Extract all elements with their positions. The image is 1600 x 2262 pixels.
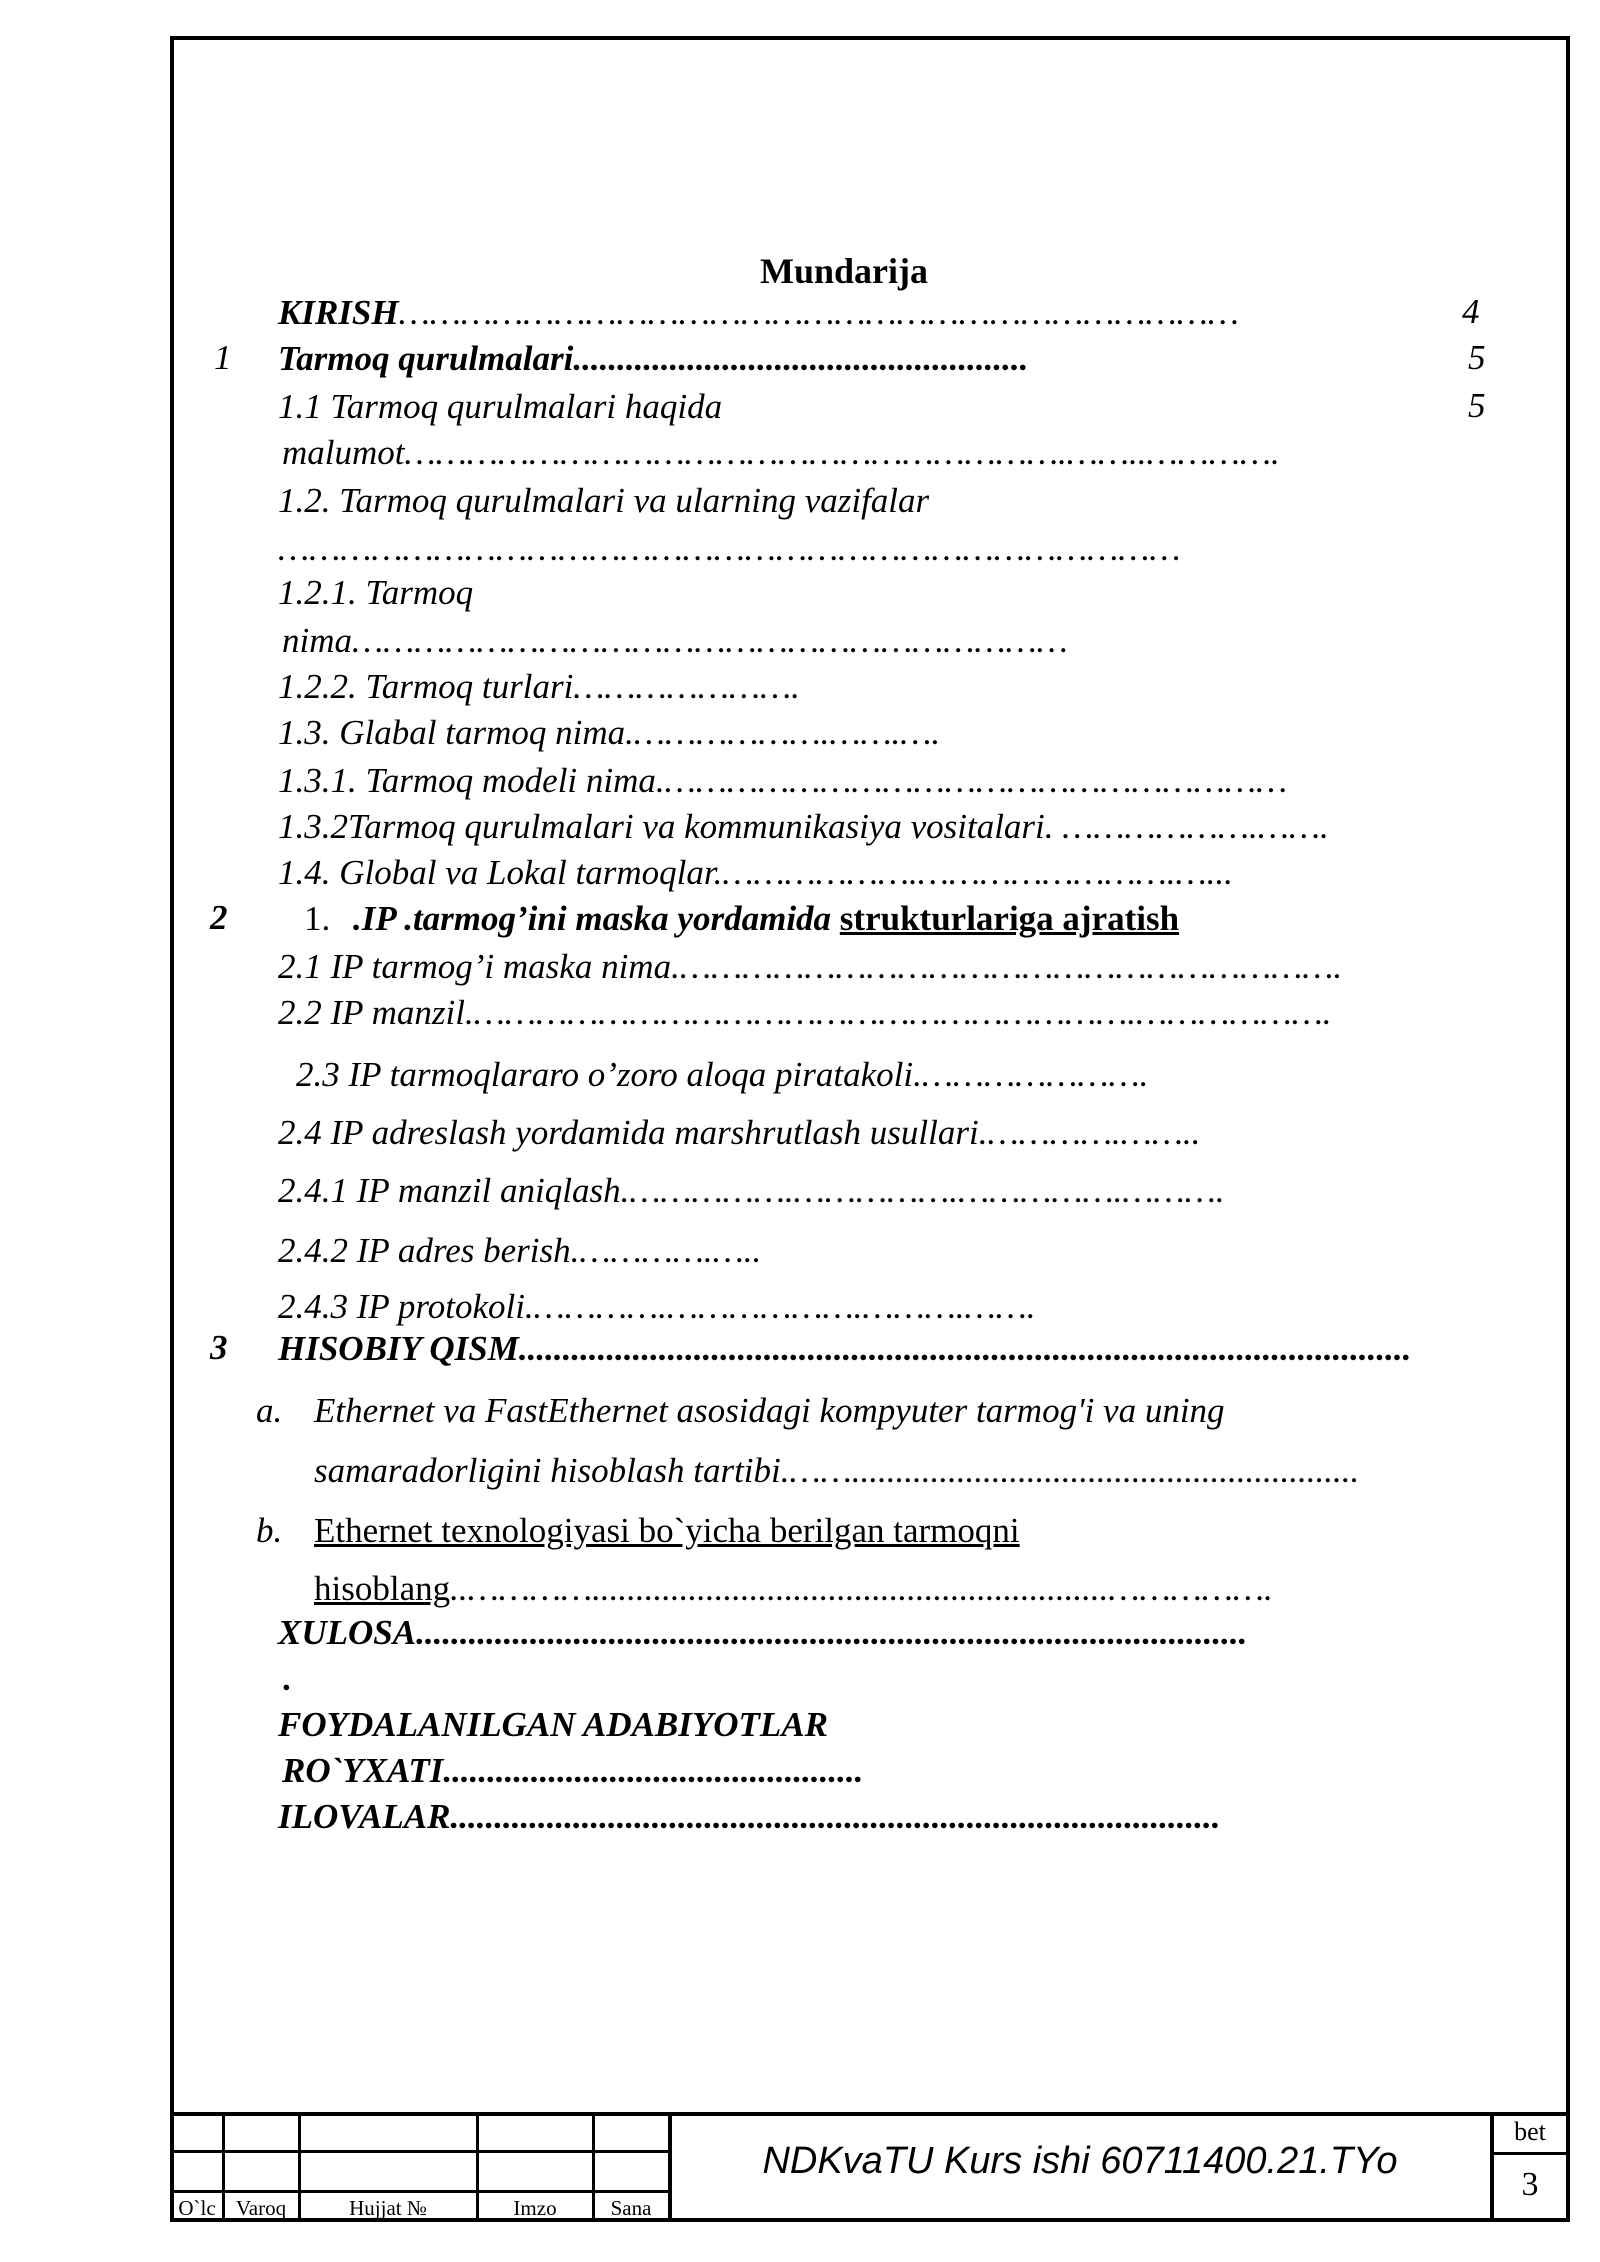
toc-references-label: RO`YXATI xyxy=(282,1751,444,1790)
toc-ilovalar-dots: ........................................................................................ xyxy=(450,1797,1221,1836)
toc-item-1-1-page: 5 xyxy=(1468,386,1486,425)
stamp-row-line xyxy=(170,2190,670,2193)
toc-ilovalar xyxy=(278,1796,1220,1838)
toc-chapter-1 xyxy=(278,338,1028,380)
toc-item-1-2-2: 1.2.2. Tarmoq turlari…………………. xyxy=(278,667,800,706)
toc-chapter-1-dots: .................................................... xyxy=(573,339,1029,378)
stamp-label-olc: O`lc xyxy=(178,2196,216,2220)
toc-chapter-3-dots: ...................................................................................................... xyxy=(518,1329,1412,1368)
toc-item-1-1-cont: malumot……………………………………………………….……..…………. xyxy=(282,433,1280,472)
toc-item-3-a: Ethernet va FastEthernet asosidagi kompyuter tarmog'i va uning xyxy=(314,1391,1225,1430)
toc-chapter-3-label: HISOBIY QISM xyxy=(278,1329,519,1368)
toc-xulosa-dots: ............................................................................................... xyxy=(416,1613,1248,1652)
chapter-2-list-marker: 1. xyxy=(304,899,331,938)
toc-references-dots: ................................................ xyxy=(443,1751,864,1790)
toc-kirish-page: 4 xyxy=(1462,292,1480,331)
toc-item-1-1: 1.1 Tarmoq qurulmalari haqida xyxy=(278,387,723,426)
stamp-label-imzo: Imzo xyxy=(513,2196,557,2220)
toc-item-2-4-2: 2.4.2 IP adres berish.………….….. xyxy=(278,1231,762,1270)
toc-item-2-4-1: 2.4.1 IP manzil aniqlash.…………….…………….…………….………. xyxy=(278,1171,1225,1210)
toc-xulosa xyxy=(278,1612,1247,1654)
stamp-row-line xyxy=(170,2150,670,2153)
toc-item-1-2-1: 1.2.1. Tarmoq xyxy=(278,573,474,612)
toc-xulosa-label: XULOSA xyxy=(278,1613,417,1652)
toc-item-3-b: Ethernet texnologiyasi bo`yicha berilgan tarmoqni xyxy=(314,1511,1020,1550)
toc-item-1-4: 1.4. Global va Lokal tarmoqlar.……………….…………………….…... xyxy=(278,853,1233,892)
toc-kirish-label: KIRISH xyxy=(278,293,399,332)
toc-item-1-3-1: 1.3.1. Tarmoq modeli nima.…………………………………………………… xyxy=(278,761,1288,800)
toc-chapter-2-label: .IP .tarmog’ini maska yordamida xyxy=(353,899,840,938)
toc-item-3-a-cont: samaradorligini hisoblash tartibi.…….......................................................... xyxy=(314,1451,1360,1490)
toc-item-3-b-cont xyxy=(314,1568,1273,1610)
stamp-bet-row-line xyxy=(1490,2152,1570,2155)
toc-kirish-dots: ……………………………………………………………………… xyxy=(398,293,1239,332)
page-title: Mundarija xyxy=(760,251,929,291)
toc-xulosa-dot: . xyxy=(282,1659,291,1698)
stamp-label-varoq: Varoq xyxy=(235,2196,287,2220)
toc-ilovalar-label: ILOVALAR xyxy=(278,1797,451,1836)
toc-item-1-2: 1.2. Tarmoq qurulmalari va ularning vazifalar xyxy=(278,481,930,520)
stamp-bet-label: bet xyxy=(1514,2117,1546,2146)
toc-chapter-2 xyxy=(304,898,1179,940)
stamp-label-sana: Sana xyxy=(610,2196,652,2220)
chapter-3-number: 3 xyxy=(210,1328,228,1367)
chapter-2-number: 2 xyxy=(210,898,228,937)
toc-item-1-2-1-cont: nima…………………………………………………………… xyxy=(282,621,1068,660)
toc-item-2-1: 2.1 IP tarmog’i maska nima.………………………………………………………. xyxy=(278,947,1343,986)
toc-item-3-b-cont-dots: ..…………...........................................................……………. xyxy=(450,1569,1273,1608)
toc-item-2-4-3: 2.4.3 IP protokoli.………….……………….……….……. xyxy=(278,1287,1036,1326)
page-number: 3 xyxy=(1521,2166,1539,2203)
toc-item-1-2-cont: …………………………………………………………………………… xyxy=(278,529,1181,568)
toc-chapter-1-page: 5 xyxy=(1468,338,1486,377)
stamp-label-hujjat: Hujjat № xyxy=(349,2196,427,2220)
toc-item-2-3: 2.3 IP tarmoqlararo o’zoro aloqa piratakoli.…………………. xyxy=(296,1055,1149,1094)
toc-item-3-a-marker: a. xyxy=(256,1391,283,1430)
toc-item-3-b-cont-underlined: hisoblang xyxy=(314,1569,451,1608)
toc-item-1-3: 1.3. Glabal tarmoq nima.……………….…….…. xyxy=(278,713,941,752)
chapter-1-number: 1 xyxy=(214,338,232,377)
toc-references-cont xyxy=(282,1750,863,1792)
toc-kirish xyxy=(278,292,1239,334)
toc-item-3-b-marker: b. xyxy=(256,1511,283,1550)
toc-chapter-3 xyxy=(278,1328,1411,1370)
toc-item-2-4: 2.4 IP adreslash yordamida marshrutlash usullari.………….…….. xyxy=(278,1113,1201,1152)
toc-chapter-1-label: Tarmoq qurulmalari xyxy=(278,339,574,378)
toc-references: FOYDALANILGAN ADABIYOTLAR xyxy=(278,1705,829,1744)
toc-chapter-2-label-underlined: strukturlariga ajratish xyxy=(839,899,1180,938)
stamp-top-line xyxy=(170,2112,1570,2116)
toc-item-1-3-2: 1.3.2Tarmoq qurulmalari va kommunikasiya vositalari. ……………….……. xyxy=(278,807,1329,846)
toc-item-2-2: 2.2 IP manzil.……………………………………………………….………………. xyxy=(278,993,1332,1032)
document-code: NDKvaTU Kurs ishi 60711400.21.TYo xyxy=(762,2140,1398,2182)
